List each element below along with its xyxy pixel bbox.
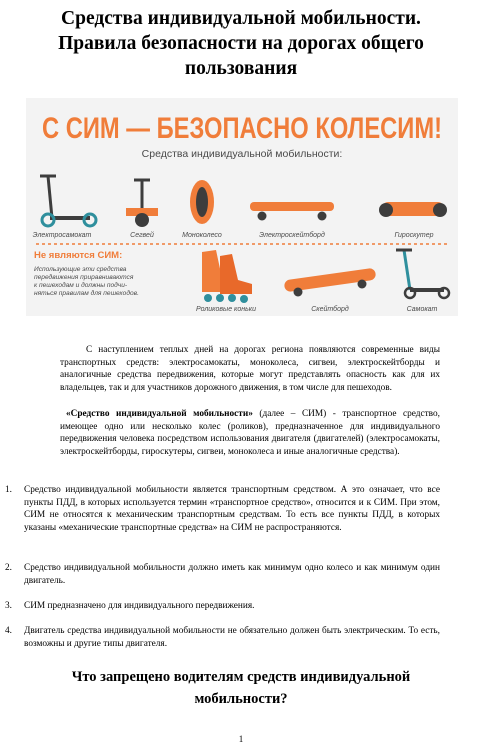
list-item-text: Средство индивидуальной мобильности является транспортным средством. А это означает, что все пункты ПДД, в которых используется термин «транспортное средство», относится и к СИМ. При этом, СИМ не относятся к механическим транспортным средствам. То есть все пункты ПДД, в которых указаны «механические транспортные средства» на СИМ не распространяются.: [24, 485, 440, 533]
list-item-number: 1.: [5, 485, 12, 495]
not-sim-note-line: к пешеходам и должны подчи-: [34, 282, 128, 289]
not-sim-note-line: Использующие эти средства: [34, 266, 127, 273]
not-sim-note-line: няться правилам для пешеходов.: [34, 290, 139, 297]
section-subheading: [30, 666, 452, 710]
intro-paragraph: С наступлением теплых дней на дорогах региона появляются современные виды транспортных средств: электросамокаты, моноколеса, сигвеи, электроскейтборды и аналогичные средства передвижения, которые могут представлять опасность как для их владельцев, так и для участников дорожного движения, в том числе для пешеходов.: [60, 345, 440, 393]
sim-item-label: Электросамокат: [32, 232, 92, 239]
sim-item-label: Моноколесо: [182, 232, 222, 239]
list-item-number: 3.: [5, 601, 12, 611]
not-sim-item-label: Скейтборд: [311, 306, 349, 313]
not-sim-title: Не являются СИМ:: [34, 250, 123, 261]
not-sim-item-label: Самокат: [406, 306, 438, 313]
definition-paragraph: [60, 408, 440, 458]
title-line: пользования: [184, 58, 298, 79]
title-line: Средства индивидуальной мобильности.: [61, 8, 421, 29]
list-item-text: Двигатель средства индивидуальной мобильности не обязательно должен быть электрическим. То есть, возможны и другие типы двигателя.: [24, 626, 440, 649]
list-item-text: Средство индивидуальной мобильности должно иметь как минимум одно колесо и как минимум один двигатель.: [24, 563, 440, 586]
monowheel-icon: [190, 180, 214, 224]
sim-item-label: Гироскутер: [394, 232, 434, 239]
document-title: [20, 6, 462, 81]
not-sim-note-line: передвижения приравниваются: [34, 274, 134, 281]
infographic-subhead: Средства индивидуальной мобильности:: [141, 148, 343, 160]
definition-text: (далее – СИМ) - транспортное средство, имеющее одно или несколько колес (роликов), предназначенное для индивидуального передвижения человека посредством использования двигателя (двигателей) (электросамокаты, электроскейтборды, гироскутеры, сигвеи, моноколеса и иные аналогичные средства).: [60, 409, 440, 457]
infographic-headline: С СИМ — БЕЗОПАСНО КОЛЕСИМ!: [42, 112, 442, 145]
page-number: 1: [238, 734, 244, 744]
sim-item-label: Электроскейтборд: [259, 232, 325, 239]
list-item-number: 2.: [5, 563, 12, 573]
sim-infographic: [26, 98, 458, 316]
not-sim-item-label: Роликовые коньки: [196, 306, 256, 313]
title-line: Правила безопасности на дорогах общего: [58, 33, 424, 54]
list-item-number: 4.: [5, 626, 12, 636]
sim-item-label: Сегвей: [130, 232, 154, 239]
list-item-text: СИМ предназначено для индивидуального передвижения.: [24, 601, 255, 611]
definition-term: «Средство индивидуальной мобильности»: [66, 409, 253, 419]
subheading-line: мобильности?: [194, 691, 288, 707]
subheading-line: Что запрещено водителям средств индивидуальной: [71, 669, 411, 685]
hoverboard-icon: [379, 202, 447, 217]
